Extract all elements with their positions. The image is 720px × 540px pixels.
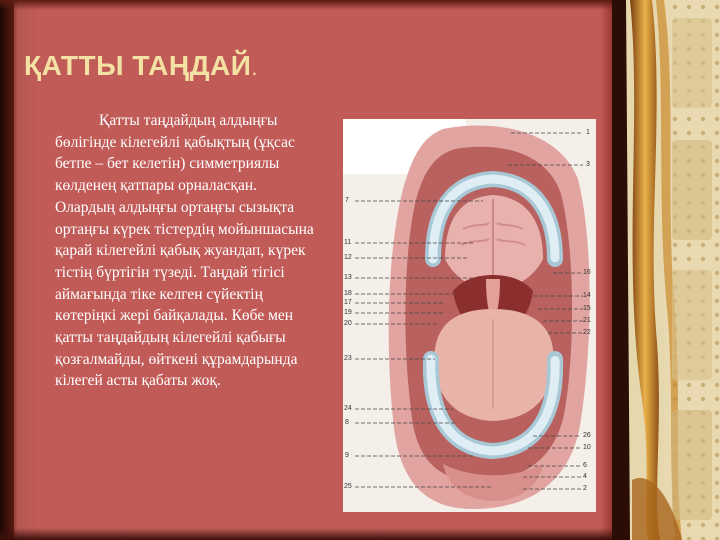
figure-label: 19 — [344, 309, 352, 316]
figure-label: 16 — [583, 269, 591, 276]
figure-label: 4 — [583, 473, 587, 480]
figure-label: 12 — [344, 254, 352, 261]
figure-label: 9 — [345, 452, 349, 459]
figure-label: 11 — [344, 239, 352, 246]
figure-label: 18 — [344, 290, 352, 297]
slide-title-text: ҚАТТЫ ТАҢДАЙ — [24, 50, 252, 81]
slide-title-suffix: . — [251, 55, 259, 80]
figure-label: 15 — [583, 305, 591, 312]
figure-label: 26 — [583, 432, 591, 439]
figure-label: 1 — [586, 129, 590, 136]
mouth-anatomy-illustration — [343, 119, 596, 512]
slide-paragraph: Қатты таңдайдың алдыңғы бөлігінде кілегейлі қабықтың (ұқсас бетпе – бет келетін) симметриялы көлденең қатпары орналасқан. Олардың алдыңғы ортаңғы сызықта ортаңғы күрек тістердің мойыншасына қарай кілегейлі қабық жуандап, күрек тістің бүртігін түзеді. Таңдай тігісі аймағында тіке келген сүйектің көтеріңкі жері байқалады. Көбе мен қатты таңдайдың кілегейлі қабығы қозғалмайды, өйткені құрамдарында кілегей асты қабаты жоқ. — [55, 112, 314, 390]
figure-label: 10 — [583, 444, 591, 451]
figure-label: 20 — [344, 320, 352, 327]
figure-label: 25 — [344, 483, 352, 490]
figure-label: 22 — [583, 329, 591, 336]
figure-label: 24 — [344, 405, 352, 412]
decorative-side-panel — [612, 0, 720, 540]
figure-label: 6 — [583, 462, 587, 469]
figure-label: 23 — [344, 355, 352, 362]
slide-title — [24, 50, 258, 82]
figure-label: 8 — [345, 419, 349, 426]
mouth-anatomy-figure — [343, 119, 596, 512]
top-shadow — [0, 0, 620, 10]
bottom-shadow — [0, 528, 620, 540]
figure-label: 14 — [583, 292, 591, 299]
figure-label: 21 — [583, 317, 591, 324]
figure-label: 13 — [344, 274, 352, 281]
figure-label: 3 — [586, 161, 590, 168]
figure-label: 7 — [345, 197, 349, 204]
figure-label: 2 — [583, 485, 587, 492]
figure-label: 17 — [344, 299, 352, 306]
left-frame-border — [0, 0, 14, 540]
